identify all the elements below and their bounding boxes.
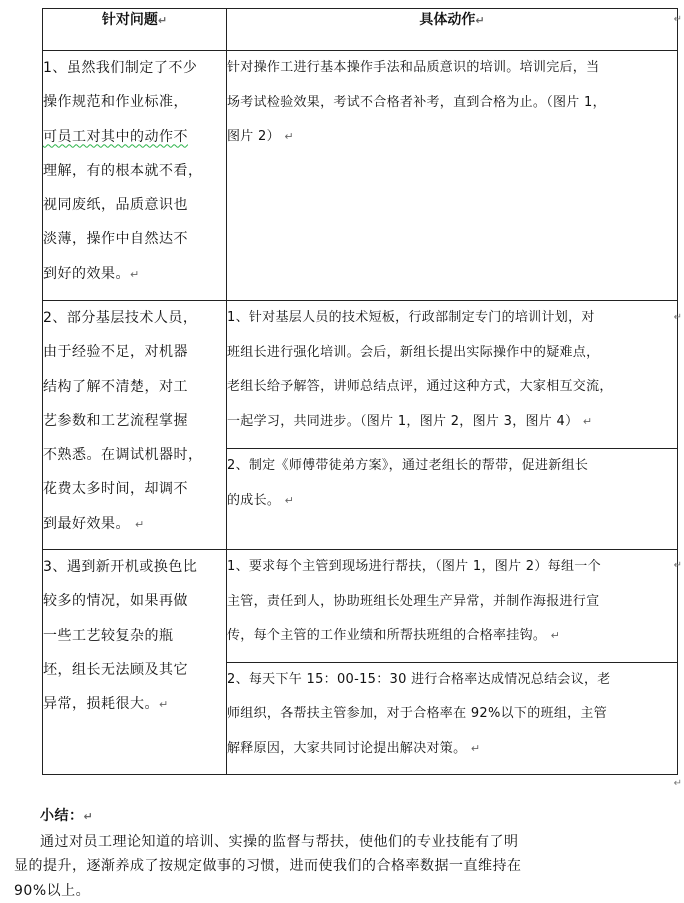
issue-line: 结构了解不清楚，对工 bbox=[43, 378, 188, 395]
issue-cell-2 bbox=[43, 301, 227, 550]
header-issue bbox=[43, 9, 227, 51]
issue-line: 3、遇到新开机或换色比 bbox=[43, 559, 198, 575]
paragraph-mark-icon: ↵ bbox=[134, 517, 145, 531]
summary-line: 90%以上。 bbox=[14, 882, 91, 899]
issue-cell-1 bbox=[43, 51, 227, 301]
paragraph-mark-icon: ↵ bbox=[159, 698, 169, 712]
issue-line: 视同废纸，品质意识也 bbox=[43, 197, 188, 214]
issue-line: 由于经验不足，对机器 bbox=[43, 344, 188, 361]
issue-cell-3 bbox=[43, 550, 227, 775]
summary-title-text: 小结： bbox=[40, 808, 84, 824]
issue-line-text: 到好的效果。 bbox=[43, 265, 130, 282]
summary-title bbox=[14, 804, 584, 830]
issue-line: 坯，组长无法顾及其它 bbox=[43, 661, 188, 678]
action-line: 场考试检验效果，考试不合格者补考，直到合格为止。（图片 1， bbox=[227, 94, 606, 110]
table-row bbox=[43, 550, 678, 663]
action-cell-3a bbox=[227, 550, 678, 663]
issue-line: 较多的情况，如果再做 bbox=[43, 593, 188, 610]
action-line-text: 图片 2） bbox=[227, 129, 280, 144]
summary-line: 通过对员工理论知道的培训、实操的监督与帮扶，使他们的专业技能有了明 bbox=[40, 833, 519, 850]
action-line bbox=[227, 405, 677, 440]
issue-line: 花费太多时间，却调不 bbox=[43, 481, 188, 498]
issue-line: 操作规范和作业标准， bbox=[43, 94, 188, 111]
action-line: 1、要求每个主管到现场进行帮扶，（图片 1，图片 2）每组一个 bbox=[227, 559, 601, 574]
paragraph-mark-icon: ↵ bbox=[550, 629, 561, 642]
issue-line-text: 异常，损耗很大。 bbox=[43, 696, 159, 713]
action-line: 针对操作工进行基本操作手法和品质意识的培训。培训完后，当 bbox=[227, 60, 600, 75]
action-line bbox=[227, 120, 677, 155]
action-cell-2a bbox=[227, 301, 678, 449]
paragraph-mark-icon: ↵ bbox=[284, 130, 294, 143]
paragraph-mark-icon: ↵ bbox=[470, 741, 481, 755]
action-line: 师组织，各帮扶主管参加，对于合格率在 92%以下的班组，主管 bbox=[227, 706, 608, 721]
action-line: 班组长进行强化培训。会后，新组长提出实际操作中的疑难点， bbox=[227, 344, 600, 360]
paragraph-mark-icon: ↵ bbox=[475, 14, 485, 27]
action-line bbox=[227, 484, 677, 519]
problem-action-table bbox=[42, 8, 678, 775]
paragraph-mark-icon: ↵ bbox=[284, 493, 295, 507]
action-line-text: 一起学习，共同进步。（图片 1，图片 2，图片 3，图片 4） bbox=[227, 413, 579, 429]
summary-line: 显的提升，逐渐养成了按规定做事的习惯，进而使我们的合格率数据一直维持在 bbox=[14, 858, 522, 874]
action-line: 老组长给予解答，讲师总结点评，通过这种方式，大家相互交流， bbox=[227, 379, 613, 394]
table-row bbox=[43, 51, 678, 301]
issue-line-text: 到最好效果。 bbox=[43, 515, 130, 532]
paragraph-mark-icon: ↵ bbox=[673, 560, 682, 571]
issue-line bbox=[43, 120, 226, 154]
action-cell-3b bbox=[227, 662, 678, 775]
paragraph-mark-icon: ↵ bbox=[130, 267, 140, 281]
paragraph-mark-icon: ↵ bbox=[582, 414, 593, 428]
action-line bbox=[227, 619, 677, 654]
action-cell-1 bbox=[227, 51, 678, 301]
summary-section bbox=[14, 804, 584, 903]
issue-line bbox=[43, 507, 226, 542]
issue-line bbox=[43, 257, 226, 292]
issue-line: 一些工艺较复杂的瓶 bbox=[43, 627, 174, 644]
paragraph-mark-icon: ↵ bbox=[83, 810, 94, 823]
action-line-text: 的成长。 bbox=[227, 492, 281, 508]
header-action bbox=[227, 9, 678, 51]
paragraph-mark-icon: ↵ bbox=[157, 14, 168, 27]
issue-line: 不熟悉。在调试机器时， bbox=[43, 447, 203, 464]
action-line bbox=[227, 732, 677, 767]
issue-line: 艺参数和工艺流程掌握 bbox=[43, 412, 188, 429]
action-line-text: 解释原因，大家共同讨论提出解决对策。 bbox=[227, 740, 467, 756]
issue-line: 淡薄，操作中自然达不 bbox=[43, 231, 188, 248]
action-line: 1、针对基层人员的技术短板，行政部制定专门的培训计划，对 bbox=[227, 310, 595, 325]
action-line: 2、制定《师傅带徒弟方案》，通过老组长的帮带，促进新组长 bbox=[227, 458, 589, 474]
issue-line-text: 可员工对其中的动作不 bbox=[43, 128, 188, 145]
header-action-label: 具体动作 bbox=[419, 12, 476, 28]
issue-line bbox=[43, 687, 226, 722]
paragraph-mark-icon: ↵ bbox=[673, 312, 682, 323]
table-header-row bbox=[43, 9, 678, 51]
action-line-text: 传，每个主管的工作业绩和所帮扶班组的合格率挂钩。 bbox=[227, 628, 547, 643]
header-issue-label: 针对问题 bbox=[101, 12, 158, 28]
issue-line: 理解，有的根本就不看， bbox=[43, 162, 203, 179]
paragraph-mark-icon: ↵ bbox=[673, 14, 682, 25]
action-cell-2b bbox=[227, 449, 678, 550]
issue-line: 2、部分基层技术人员， bbox=[43, 310, 198, 326]
action-line: 2、每天下午 15：00-15：30 进行合格率达成情况总结会议，老 bbox=[227, 671, 611, 687]
action-line: 主管，责任到人，协助班组长处理生产异常，并制作海报进行宣 bbox=[227, 593, 600, 609]
issue-line: 1、虽然我们制定了不少 bbox=[43, 60, 198, 76]
paragraph-mark-icon: ↵ bbox=[673, 778, 682, 789]
table-row bbox=[43, 301, 678, 449]
